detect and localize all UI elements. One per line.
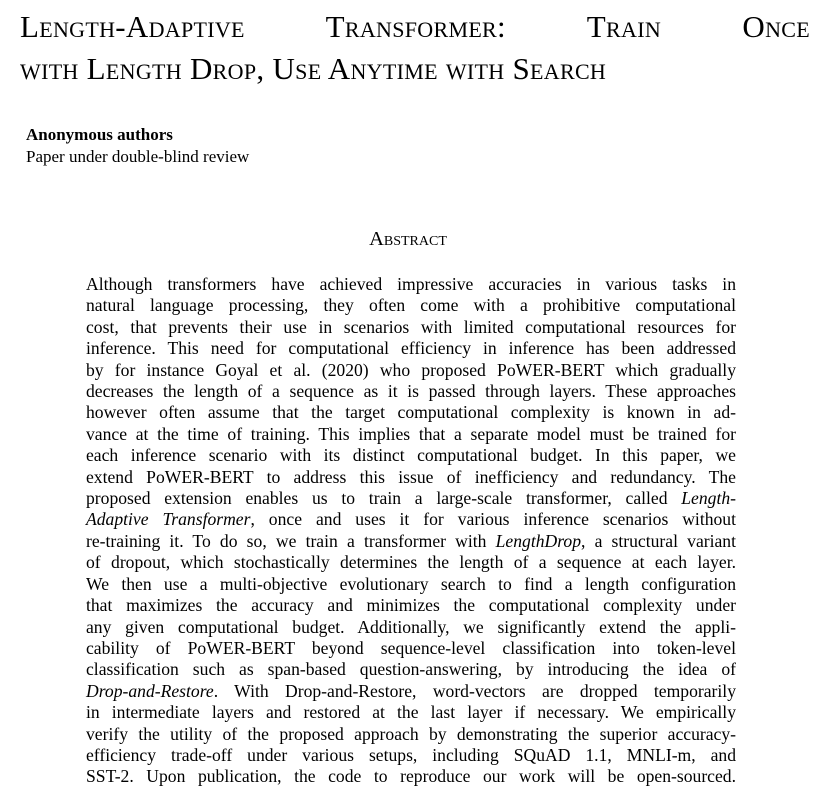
title-line-2: with Length Drop, Use Anytime with Search xyxy=(20,51,607,86)
abstract-line: by for instance Goyal et al. (2020) who proposed PoWER-BERT which gradually xyxy=(86,359,736,380)
abstract-line: of dropout, which stochastically determines the length of a sequence at each layer. xyxy=(86,552,736,573)
abstract-line: SST-2. Upon publication, the code to reproduce our work will be open-sourced. xyxy=(86,766,736,787)
abstract-line: cability of PoWER-BERT beyond sequence-level classification into token-level xyxy=(86,637,736,658)
abstract-line: vance at the time of training. This implies that a separate model must be trained for xyxy=(86,423,736,444)
abstract-line: Adaptive Transformer, once and uses it for various inference scenarios without xyxy=(86,509,736,530)
review-note: Paper under double-blind review xyxy=(26,147,250,166)
abstract-body xyxy=(86,274,736,788)
abstract-line: each inference scenario with its distinct computational budget. In this paper, we xyxy=(86,445,736,466)
abstract-line: any given computational budget. Additionally, we significantly extend the appli- xyxy=(86,616,736,637)
abstract-line: extend PoWER-BERT to address this issue of inefficiency and redundancy. The xyxy=(86,466,736,487)
title-line-1: Length-Adaptive Transformer: Train Once xyxy=(20,9,810,44)
abstract-line: Drop-and-Restore. With Drop-and-Restore, word-vectors are dropped temporarily xyxy=(86,680,736,701)
paper-title xyxy=(20,6,810,90)
abstract-line: decreases the length of a sequence as it is passed through layers. These approaches xyxy=(86,381,736,402)
italic-term: Drop-and-Restore xyxy=(86,680,214,701)
abstract-line: verify the utility of the proposed approach by demonstrating the superior accuracy- xyxy=(86,723,736,744)
abstract-line: We then use a multi-objective evolutionary search to find a length configuration xyxy=(86,573,736,594)
italic-term: Length- xyxy=(681,488,736,509)
italic-term: LengthDrop xyxy=(495,530,581,551)
abstract-heading: Abstract xyxy=(369,228,447,250)
abstract-line: in intermediate layers and restored at the last layer if necessary. We empirically xyxy=(86,702,736,723)
abstract-line: however often assume that the target computational complexity is known in ad- xyxy=(86,402,736,423)
abstract-line: proposed extension enables us to train a large-scale transformer, called Length- xyxy=(86,488,736,509)
abstract-line: that maximizes the accuracy and minimizes the computational complexity under xyxy=(86,595,736,616)
abstract-line: re-training it. To do so, we train a transformer with LengthDrop, a structural variant xyxy=(86,530,736,551)
abstract-line: inference. This need for computational efficiency in inference has been addressed xyxy=(86,338,736,359)
abstract-line: cost, that prevents their use in scenarios with limited computational resources for xyxy=(86,316,736,337)
abstract-line: natural language processing, they often come with a prohibitive computational xyxy=(86,295,736,316)
abstract-line: Although transformers have achieved impressive accuracies in various tasks in xyxy=(86,274,736,294)
abstract-line: efficiency trade-off under various setups, including SQuAD 1.1, MNLI-m, and xyxy=(86,744,736,765)
author-name: Anonymous authors xyxy=(26,125,173,144)
italic-term: Adaptive Transformer xyxy=(86,509,251,530)
author-block xyxy=(26,124,249,168)
abstract-line: classification such as span-based question-answering, by introducing the idea of xyxy=(86,659,736,680)
